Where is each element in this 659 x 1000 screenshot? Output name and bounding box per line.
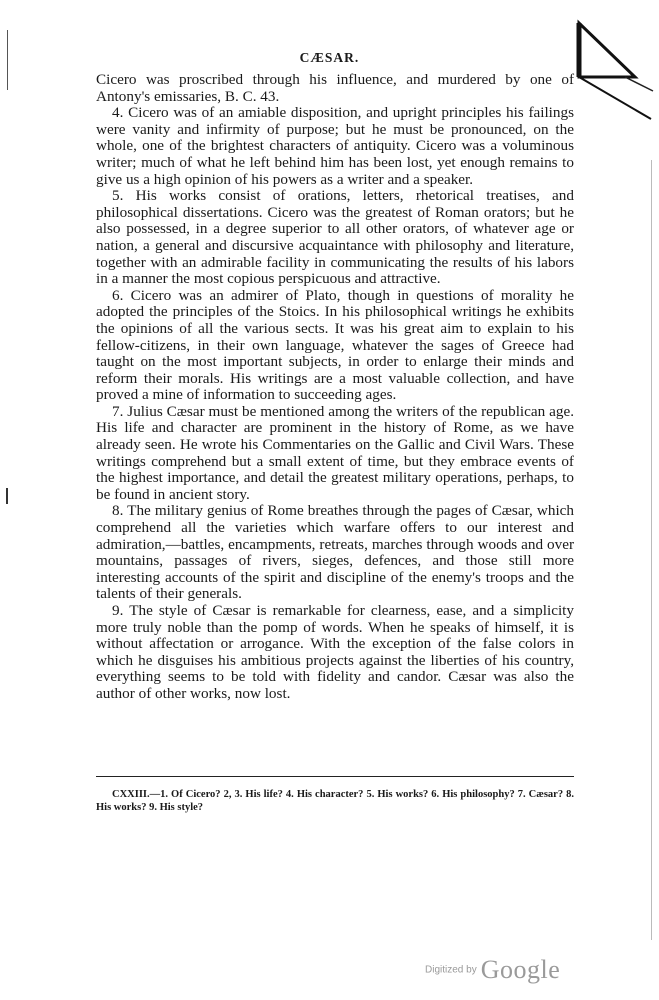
left-margin-mark — [6, 488, 8, 504]
paragraph-8: 8. The military genius of Rome breathes through the pages of Cæsar, which comprehend all the varieties which warfare offers to our interest and admiration,—battles, encampments, retreats, marches through woods and over mountains, passages of rivers, sieges, defences, and those still more interesting accounts of the spirit and discipline of the enemy's troops and the talents of their generals. — [96, 502, 574, 603]
body-text — [96, 72, 574, 703]
watermark-prefix: Digitized by — [425, 964, 477, 976]
right-margin-rule — [651, 160, 652, 940]
paragraph-9: 9. The style of Cæsar is remarkable for clearness, ease, and a simplicity more truly noble than the pomp of words. When he speaks of himself, it is without affectation or arrogance. With the exception of the false colors in which he disguises his ambitious projects against the liberties of his country, everything seems to be told with fidelity and candor. Cæsar was also the author of other works, now lost. — [96, 602, 574, 702]
google-logo: Google — [480, 955, 561, 984]
paragraph-4: 4. Cicero was of an amiable disposition, and upright principles his failings were vanity and infirmity of purpose; but he must be pronounced, on the whole, one of the brightest characters of antiquity. Cicero was a voluminous writer; much of what he left behind him has been lost, yet enough remains to give us a high opinion of his powers as a writer and a speaker. — [96, 104, 574, 188]
footnote-divider — [96, 776, 574, 777]
paragraph-continued: Cicero was proscribed through his influence, and murdered by one of Antony's emissaries, B. C. 43. — [96, 71, 574, 105]
page-corner-tab-icon — [565, 15, 655, 125]
paragraph-7: 7. Julius Cæsar must be mentioned among the writers of the republican age. His life and character are prominent in the history of Rome, as we have already seen. He wrote his Commentaries on the Gallic and Civil Wars. These writings comprehend but a small extent of time, but they embrace events of the highest importance, and detail the greatest military operations, perhaps, to be found in ancient story. — [96, 402, 574, 503]
paragraph-6: 6. Cicero was an admirer of Plato, though in questions of morality he adopted the principles of the Stoics. In his philosophical writings he exhibits the opinions of all the various sects. It was his great aim to explain to his fellow-citizens, in their own language, whatever the sages of Greece had taught on the most important subjects, in order to enlarge their minds and reform their morals. His writings are a most valuable collection, and have proved a mine of information to succeeding ages. — [96, 286, 574, 404]
footnote-questions: CXXIII.—1. Of Cicero? 2, 3. His life? 4. His character? 5. His works? 6. His philosophy? 7. Cæsar? 8. His works? 9. His style? — [96, 789, 574, 813]
running-head: CÆSAR. — [299, 50, 360, 65]
paragraph-5: 5. His works consist of orations, letters, rhetorical treatises, and philosophical dissertations. Cicero was the greatest of Roman orators; but he also possessed, in a degree superior to all other orators, of whatever age or nation, a general and discursive acquaintance with philosophy and literature, together with an admirable facility in communicating the results of his labors in a manner the most copious perspicuous and attractive. — [96, 187, 574, 288]
digitized-watermark — [425, 955, 625, 985]
